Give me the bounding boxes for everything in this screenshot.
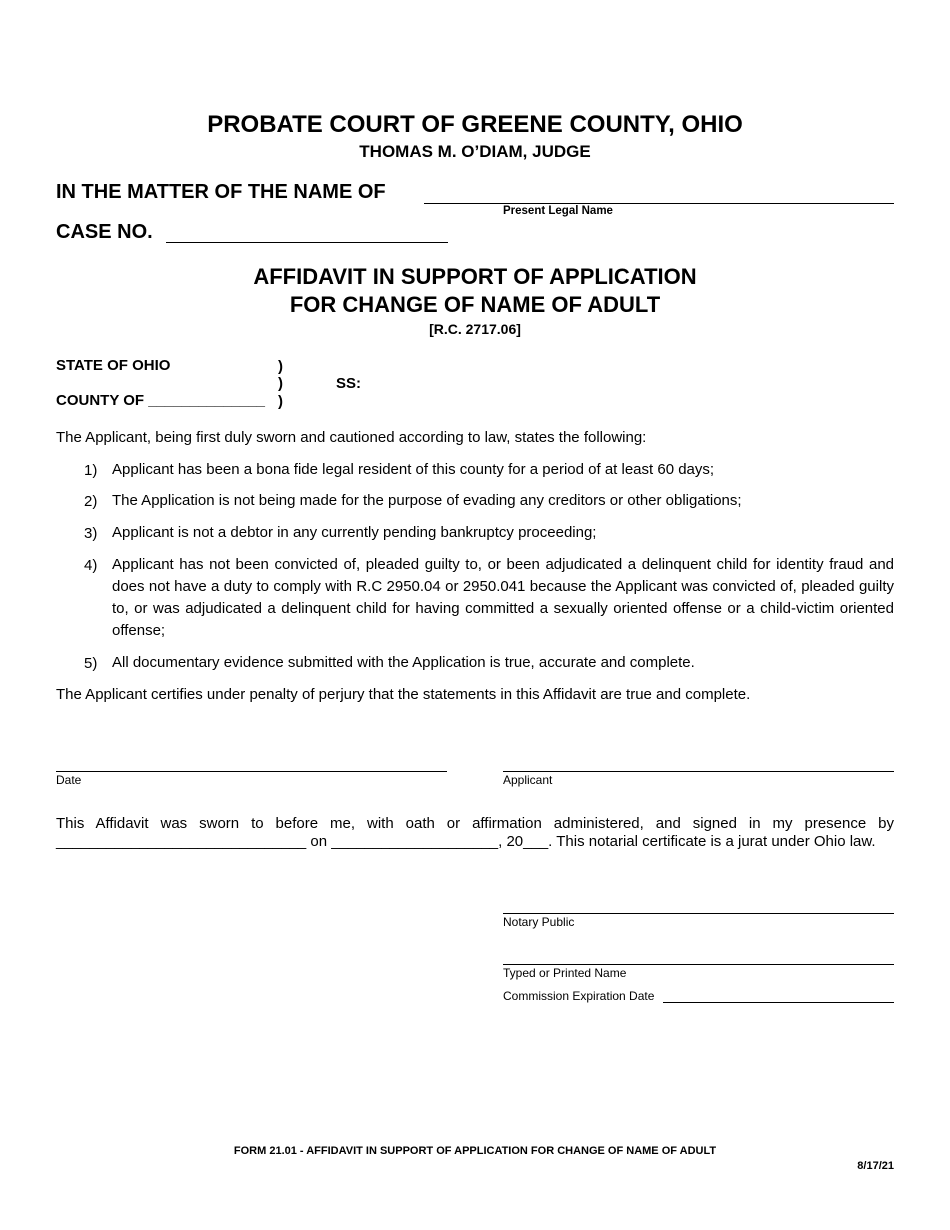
item-number: 5)	[84, 655, 98, 672]
statement-item: All documentary evidence submitted with the Application is true, accurate and complete.	[112, 654, 695, 671]
affidavit-heading-line2: FOR CHANGE OF NAME OF ADULT	[289, 292, 661, 317]
venue-paren: )	[278, 393, 283, 410]
statute-reference: [R.C. 2717.06]	[429, 321, 521, 337]
notary-public-label: Notary Public	[503, 915, 575, 929]
form-title-footer: FORM 21.01 - AFFIDAVIT IN SUPPORT OF APPLICATION FOR CHANGE OF NAME OF ADULT	[233, 1145, 717, 1157]
item-number: 3)	[84, 525, 98, 542]
state-label: STATE OF OHIO	[56, 357, 171, 374]
applicant-label: Applicant	[503, 773, 553, 787]
certification-statement: The Applicant certifies under penalty of perjury that the statements in this Affidavit are true and complete.	[56, 686, 751, 703]
present-legal-name-field[interactable]	[424, 203, 894, 204]
case-no-label: CASE NO.	[56, 221, 153, 243]
date-signature-line[interactable]	[56, 771, 447, 772]
statement-item: The Application is not being made for the purpose of evading any creditors or other obligations;	[112, 492, 742, 509]
ss-label: SS:	[336, 375, 362, 392]
jurat-line1: This Affidavit was sworn to before me, with oath or affirmation administered, and signed in my presence by	[56, 815, 894, 832]
intro-statement: The Applicant, being first duly sworn and cautioned according to law, states the following:	[56, 429, 647, 446]
notary-signature-line[interactable]	[503, 913, 894, 914]
venue-paren: )	[278, 375, 283, 392]
present-legal-name-label: Present Legal Name	[503, 205, 613, 217]
commission-expiration-label: Commission Expiration Date	[503, 989, 655, 1003]
affidavit-heading-line1: AFFIDAVIT IN SUPPORT OF APPLICATION	[253, 264, 697, 289]
jurat-line2[interactable]: ______________________________ on ____________________, 20___. This notarial certificate is a jurat under Ohio law.	[56, 833, 876, 850]
commission-expiration-field[interactable]	[663, 1002, 894, 1003]
statement-item: Applicant has been a bona fide legal resident of this county for a period of at least 60 days;	[112, 461, 715, 478]
applicant-signature-line[interactable]	[503, 771, 894, 772]
county-label[interactable]: COUNTY OF ______________	[56, 392, 266, 409]
judge-name: THOMAS M. O’DIAM, JUDGE	[359, 142, 591, 161]
statement-item: Applicant has not been convicted of, pleaded guilty to, or been adjudicated a delinquent child for identity fraud and does not have a duty to comply with R.C 2950.04 or 2950.041 because the Applicant was convicted of, pleaded guilty to, or was adjudicated a delinquent child for having committed a sexually oriented offense or a child-victim oriented offense;	[112, 556, 894, 639]
item-number: 1)	[84, 462, 98, 479]
court-title: PROBATE COURT OF GREENE COUNTY, OHIO	[207, 111, 743, 138]
case-no-field[interactable]	[166, 242, 448, 243]
typed-name-label: Typed or Printed Name	[503, 966, 627, 980]
statement-item: Applicant is not a debtor in any currently pending bankruptcy proceeding;	[112, 524, 597, 541]
matter-label: IN THE MATTER OF THE NAME OF	[56, 181, 386, 203]
item-number: 2)	[84, 493, 98, 510]
typed-name-line[interactable]	[503, 964, 894, 965]
item-number: 4)	[84, 557, 98, 574]
date-label: Date	[56, 773, 82, 787]
revision-date: 8/17/21	[857, 1160, 894, 1172]
venue-paren: )	[278, 358, 283, 375]
